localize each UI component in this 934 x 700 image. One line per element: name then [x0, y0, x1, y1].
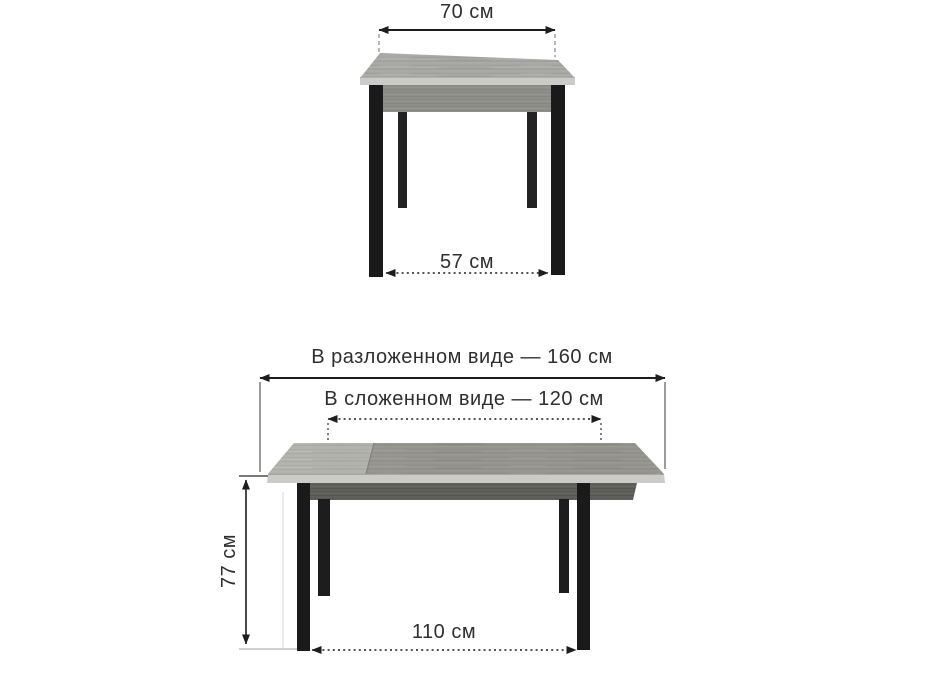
top-view-drawing [360, 30, 575, 277]
top-view-rear-left-leg [398, 112, 407, 208]
bottom-view-extension-leaf [268, 443, 374, 474]
top-view-front-right-leg [551, 85, 565, 275]
bottom-view-rear-right-leg [559, 499, 569, 593]
top-view-apron [369, 85, 565, 112]
bottom-view-rear-left-leg [318, 499, 330, 596]
height-label: 77 см [218, 533, 240, 589]
top-leg-span-label: 57 см [439, 251, 495, 273]
top-view-tabletop-surface [361, 53, 574, 77]
bottom-view-drawing [239, 378, 665, 651]
bottom-leg-span-label: 110 см [411, 621, 477, 643]
top-width-label: 70 см [439, 1, 495, 23]
folded-width-label: В сложенном виде — 120 см [324, 388, 604, 410]
top-view-tabletop-edge [360, 77, 575, 85]
bottom-view-tabletop-edge [267, 474, 665, 483]
unfolded-width-label: В разложенном виде — 160 см [311, 346, 613, 368]
bottom-view-front-left-leg [297, 483, 310, 651]
top-view-rear-right-leg [527, 112, 537, 208]
top-view-front-left-leg [369, 85, 383, 277]
bottom-view-front-right-leg [577, 483, 590, 650]
